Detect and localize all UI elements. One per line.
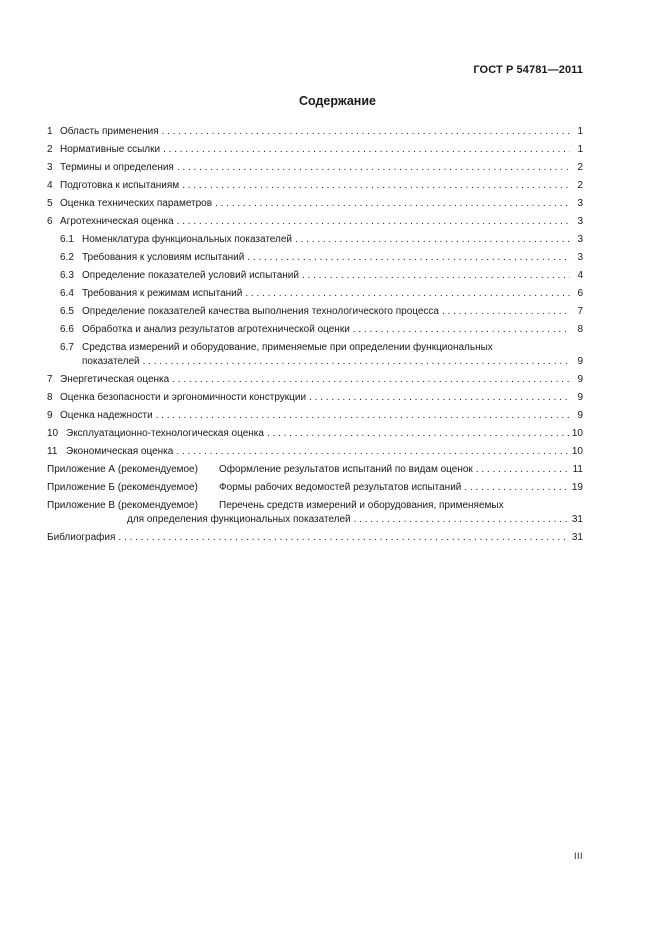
toc-entry-page: 3 [577,198,583,209]
toc-entry-page: 4 [577,270,583,281]
page-number: III [573,851,583,861]
toc-subentry[interactable] [47,269,583,287]
toc-entry-page: 19 [571,482,583,493]
toc-entry[interactable] [47,373,583,391]
toc-bibliography-entry[interactable] [47,531,583,549]
toc-entry-page: 3 [577,216,583,227]
toc-appendix-label: Приложение А (рекомендуемое) [47,464,198,475]
toc-entry-text-line1: Перечень средств измерений и оборудования, применяемых [219,500,504,511]
toc-entry[interactable] [47,161,583,179]
toc-entry-page: 10 [571,446,583,457]
toc-leader-dots [464,481,569,494]
toc-entry-text: Требования к условиям испытаний [82,252,245,263]
toc-subentry[interactable] [47,287,583,305]
toc-leader-dots [267,427,569,440]
toc-leader-dots [442,305,570,318]
toc-entry-page: 10 [571,428,583,439]
toc-entry-page: 9 [577,374,583,385]
toc-leader-dots [215,197,570,210]
toc-entry-page: 9 [577,410,583,421]
toc-entry-page: 2 [577,162,583,173]
toc-entry-text: Формы рабочих ведомостей результатов испытаний [219,482,462,493]
toc-subentry[interactable] [47,251,583,269]
toc-leader-dots [118,531,568,544]
toc-leader-dots [162,125,570,138]
toc-entry-number: 9 [47,410,53,421]
toc-entry-number: 6.1 [60,234,74,245]
toc-appendix-entry[interactable] [47,463,583,481]
toc-entry-number: 5 [47,198,53,209]
toc-entry-number: 4 [47,180,53,191]
toc-entry-number: 11 [47,446,58,457]
toc-entry-text: Определение показателей качества выполнения технологического процесса [82,306,439,317]
toc-entry-number: 3 [47,162,53,173]
toc-entry-page: 1 [577,126,583,137]
toc-leader-dots [353,323,570,336]
toc-entry-page: 6 [577,288,583,299]
toc-leader-dots [476,463,570,476]
toc-entry-page: 9 [577,392,583,403]
toc-leader-dots [309,391,570,404]
toc-subentry[interactable] [47,305,583,323]
toc-entry-text: Агротехническая оценка [60,216,174,227]
toc-leader-dots [143,355,570,368]
toc-leader-dots [247,251,570,264]
toc-entry-page: 2 [577,180,583,191]
toc-leader-dots [295,233,570,246]
toc-entry-page: 9 [577,356,583,367]
toc-entry-number: 8 [47,392,53,403]
table-of-contents [47,125,583,549]
toc-entry[interactable] [47,391,583,409]
toc-leader-dots [176,445,569,458]
toc-entry-text-line2: для определения функциональных показателей [127,514,351,525]
toc-entry-page: 11 [572,464,583,475]
toc-entry-text: Термины и определения [60,162,174,173]
toc-entry-number: 6.6 [60,324,74,335]
toc-entry[interactable] [47,215,583,233]
toc-entry-page: 31 [571,532,583,543]
toc-entry[interactable] [47,179,583,197]
document-code: ГОСТ Р 54781—2011 [473,64,583,76]
toc-entry-number: 1 [47,126,53,137]
toc-entry-text: Нормативные ссылки [60,144,161,155]
toc-entry-text: Оценка безопасности и эргономичности конструкции [60,392,307,403]
toc-appendix-entry[interactable] [47,481,583,499]
toc-entry[interactable] [47,125,583,143]
toc-entry-page: 3 [577,234,583,245]
toc-entry-number: 2 [47,144,53,155]
toc-entry-text: Номенклатура функциональных показателей [82,234,293,245]
toc-entry-page: 3 [577,252,583,263]
toc-leader-dots [245,287,570,300]
toc-entry-text: Требования к режимам испытаний [82,288,243,299]
toc-entry-number: 6 [47,216,53,227]
toc-entry-text: Определение показателей условий испытаний [82,270,299,281]
toc-entry-text-line2: показателей [82,356,140,367]
toc-entry-page: 8 [577,324,583,335]
toc-entry[interactable] [47,409,583,427]
toc-leader-dots [354,513,569,526]
toc-leader-dots [172,373,570,386]
toc-subentry[interactable] [47,233,583,251]
toc-entry-text: Энергетическая оценка [60,374,170,385]
toc-subentry[interactable] [47,341,583,373]
toc-entry-text: Эксплуатационно-технологическая оценка [66,428,264,439]
toc-entry-page: 31 [571,514,583,525]
toc-leader-dots [156,409,570,422]
toc-subentry[interactable] [47,323,583,341]
toc-appendix-entry[interactable] [47,499,583,531]
toc-entry-number: 7 [47,374,53,385]
toc-entry-number: 6.4 [60,288,74,299]
toc-entry-number: 10 [47,428,59,439]
toc-entry-text: Область применения [60,126,159,137]
toc-entry-number: 6.2 [60,252,74,263]
toc-entry[interactable] [47,143,583,161]
toc-entry-page: 1 [577,144,583,155]
toc-appendix-label: Приложение Б (рекомендуемое) [47,482,198,493]
toc-appendix-label: Приложение В (рекомендуемое) [47,500,198,511]
toc-entry-text: Библиография [47,532,116,543]
toc-leader-dots [177,161,570,174]
toc-entry-number: 6.5 [60,306,74,317]
toc-leader-dots [182,179,570,192]
toc-leader-dots [302,269,570,282]
toc-title: Содержание [298,94,376,108]
toc-entry-page: 7 [577,306,583,317]
toc-entry-text: Оформление результатов испытаний по видам оценок [219,464,473,475]
toc-entry-text: Обработка и анализ результатов агротехнической оценки [82,324,350,335]
toc-entry-number: 6.3 [60,270,74,281]
toc-entry[interactable] [47,197,583,215]
toc-entry-text: Оценка технических параметров [60,198,213,209]
toc-leader-dots [163,143,570,156]
toc-entry-number: 6.7 [60,342,74,353]
toc-leader-dots [177,215,570,228]
toc-entry-text: Оценка надежности [60,410,153,421]
toc-entry[interactable] [47,427,583,445]
toc-entry[interactable] [47,445,583,463]
toc-entry-text: Экономическая оценка [66,446,174,457]
toc-entry-text-line1: Средства измерений и оборудование, применяемые при определении функциональных [82,342,493,353]
toc-entry-text: Подготовка к испытаниям [60,180,180,191]
